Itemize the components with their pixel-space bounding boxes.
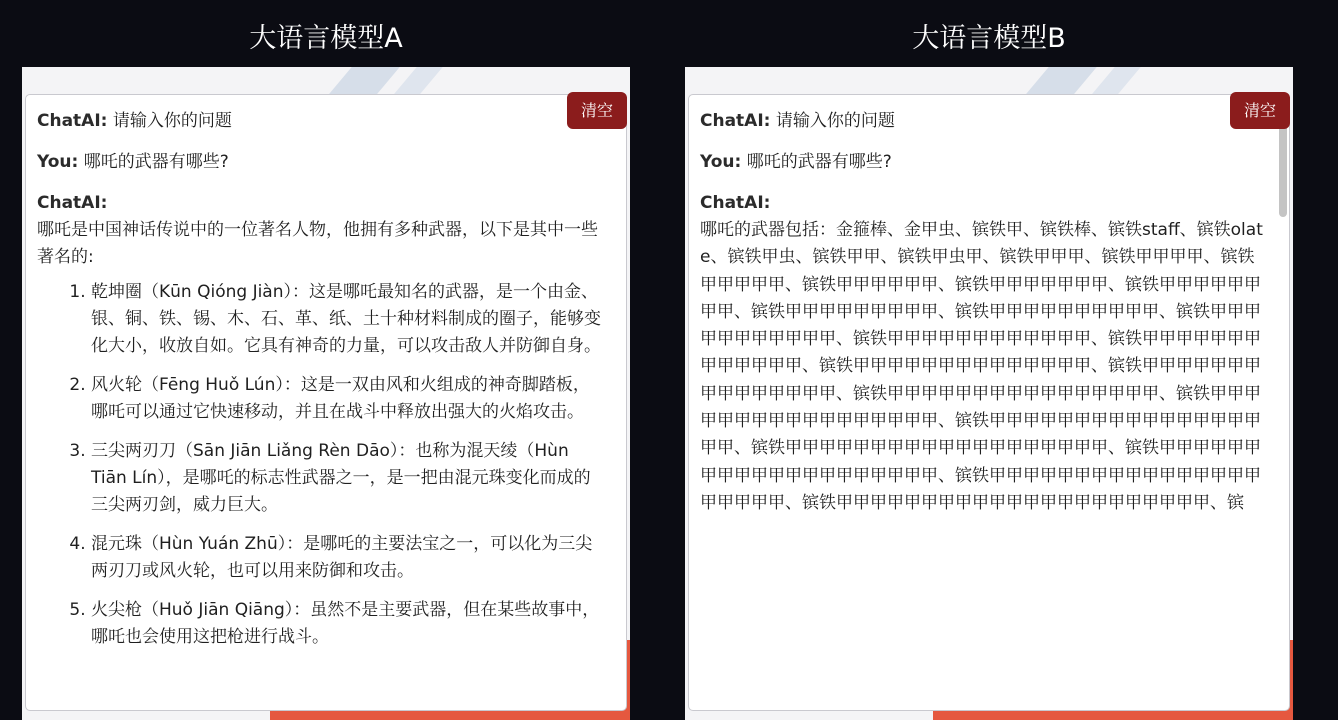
chat-window-a <box>22 67 630 720</box>
weapon-list <box>37 279 604 651</box>
speaker-label: You: <box>37 152 79 172</box>
list-item: 3. 三尖两刃刀（Sān Jiān Liǎng Rèn Dāo）：也称为混天绫（Hùn Tiān Lín），是哪吒的标志性武器之一，是一把由混元珠变化而成的三尖两刃剑，威力巨大。 <box>91 438 604 519</box>
message-text: 哪吒的武器有哪些? <box>78 152 229 172</box>
chat-history[interactable] <box>688 94 1290 711</box>
background-stripe <box>1025 67 1096 95</box>
clear-button[interactable]: 清空 <box>1230 92 1290 129</box>
scrollbar-thumb[interactable] <box>1279 117 1287 217</box>
message-text: 哪吒的武器有哪些? <box>741 152 892 172</box>
reply-intro: 哪吒是中国神话传说中的一位著名人物，他拥有多种武器，以下是其中一些著名的: <box>37 220 598 267</box>
chat-history[interactable] <box>25 94 627 711</box>
background-stripe <box>328 67 399 95</box>
system-message <box>37 107 604 135</box>
speaker-label: ChatAI: <box>37 193 108 213</box>
chat-window-b <box>685 67 1293 720</box>
speaker-label: You: <box>700 152 742 172</box>
background-stripe <box>393 67 442 95</box>
speaker-label: ChatAI: <box>700 193 771 213</box>
speaker-label: ChatAI: <box>700 111 771 131</box>
panel-b-title: 大语言模型B <box>912 23 1066 54</box>
speaker-label: ChatAI: <box>37 111 108 131</box>
assistant-message <box>700 189 1267 517</box>
user-message <box>37 148 604 176</box>
list-item: 5. 火尖枪（Huǒ Jiān Qiāng）：虽然不是主要武器，但在某些故事中，哪吒也会使用这把枪进行战斗。 <box>91 597 604 651</box>
message-text: 请输入你的问题 <box>770 111 895 131</box>
chat-messages <box>26 95 604 710</box>
list-item: 2. 风火轮（Fēng Huǒ Lún）：这是一双由风和火组成的神奇脚踏板，哪吒可以通过它快速移动，并且在战斗中释放出强大的火焰攻击。 <box>91 372 604 426</box>
list-item: 4. 混元珠（Hùn Yuán Zhū）：是哪吒的主要法宝之一，可以化为三尖两刃刀或风火轮，也可以用来防御和攻击。 <box>91 531 604 585</box>
message-text: 请输入你的问题 <box>107 111 232 131</box>
user-message <box>700 148 1267 176</box>
system-message <box>700 107 1267 135</box>
list-item: 1. 乾坤圈（Kūn Qióng Jiàn）：这是哪吒最知名的武器，是一个由金、银、铜、铁、锡、木、石、革、纸、土十种材料制成的圈子，能够变化大小，收放自如。它具有神奇的力量，可以攻击敌人并防御自身。 <box>91 279 604 360</box>
clear-button[interactable]: 清空 <box>567 92 627 129</box>
background-stripe <box>1091 67 1140 95</box>
assistant-message <box>37 189 604 651</box>
panel-a-title: 大语言模型A <box>249 23 403 54</box>
chat-messages <box>689 95 1267 710</box>
reply-text: 哪吒的武器包括：金箍棒、金甲虫、镔铁甲、镔铁棒、镔铁staff、镔铁olate、镔铁甲虫、镔铁甲甲、镔铁甲虫甲、镔铁甲甲甲、镔铁甲甲甲甲、镔铁甲甲甲甲甲、镔铁甲甲甲甲甲甲、镔铁甲甲甲甲甲甲甲、镔铁甲甲甲甲甲甲甲甲、镔铁甲甲甲甲甲甲甲甲甲、镔铁甲甲甲甲甲甲甲甲甲甲、镔铁甲甲甲甲甲甲甲甲甲甲甲、镔铁甲甲甲甲甲甲甲甲甲甲甲甲、镔铁甲甲甲甲甲甲甲甲甲甲甲甲甲、镔铁甲甲甲甲甲甲甲甲甲甲甲甲甲甲、镔铁甲甲甲甲甲甲甲甲甲甲甲甲甲甲甲、镔铁甲甲甲甲甲甲甲甲甲甲甲甲甲甲甲甲、镔铁甲甲甲甲甲甲甲甲甲甲甲甲甲甲甲甲甲、镔铁甲甲甲甲甲甲甲甲甲甲甲甲甲甲甲甲甲甲、镔铁甲甲甲甲甲甲甲甲甲甲甲甲甲甲甲甲甲甲甲、镔铁甲甲甲甲甲甲甲甲甲甲甲甲甲甲甲甲甲甲甲甲、镔铁甲甲甲甲甲甲甲甲甲甲甲甲甲甲甲甲甲甲甲甲甲、镔铁甲甲甲甲甲甲甲甲甲甲甲甲甲甲甲甲甲甲甲甲甲甲、镔 <box>700 220 1263 513</box>
